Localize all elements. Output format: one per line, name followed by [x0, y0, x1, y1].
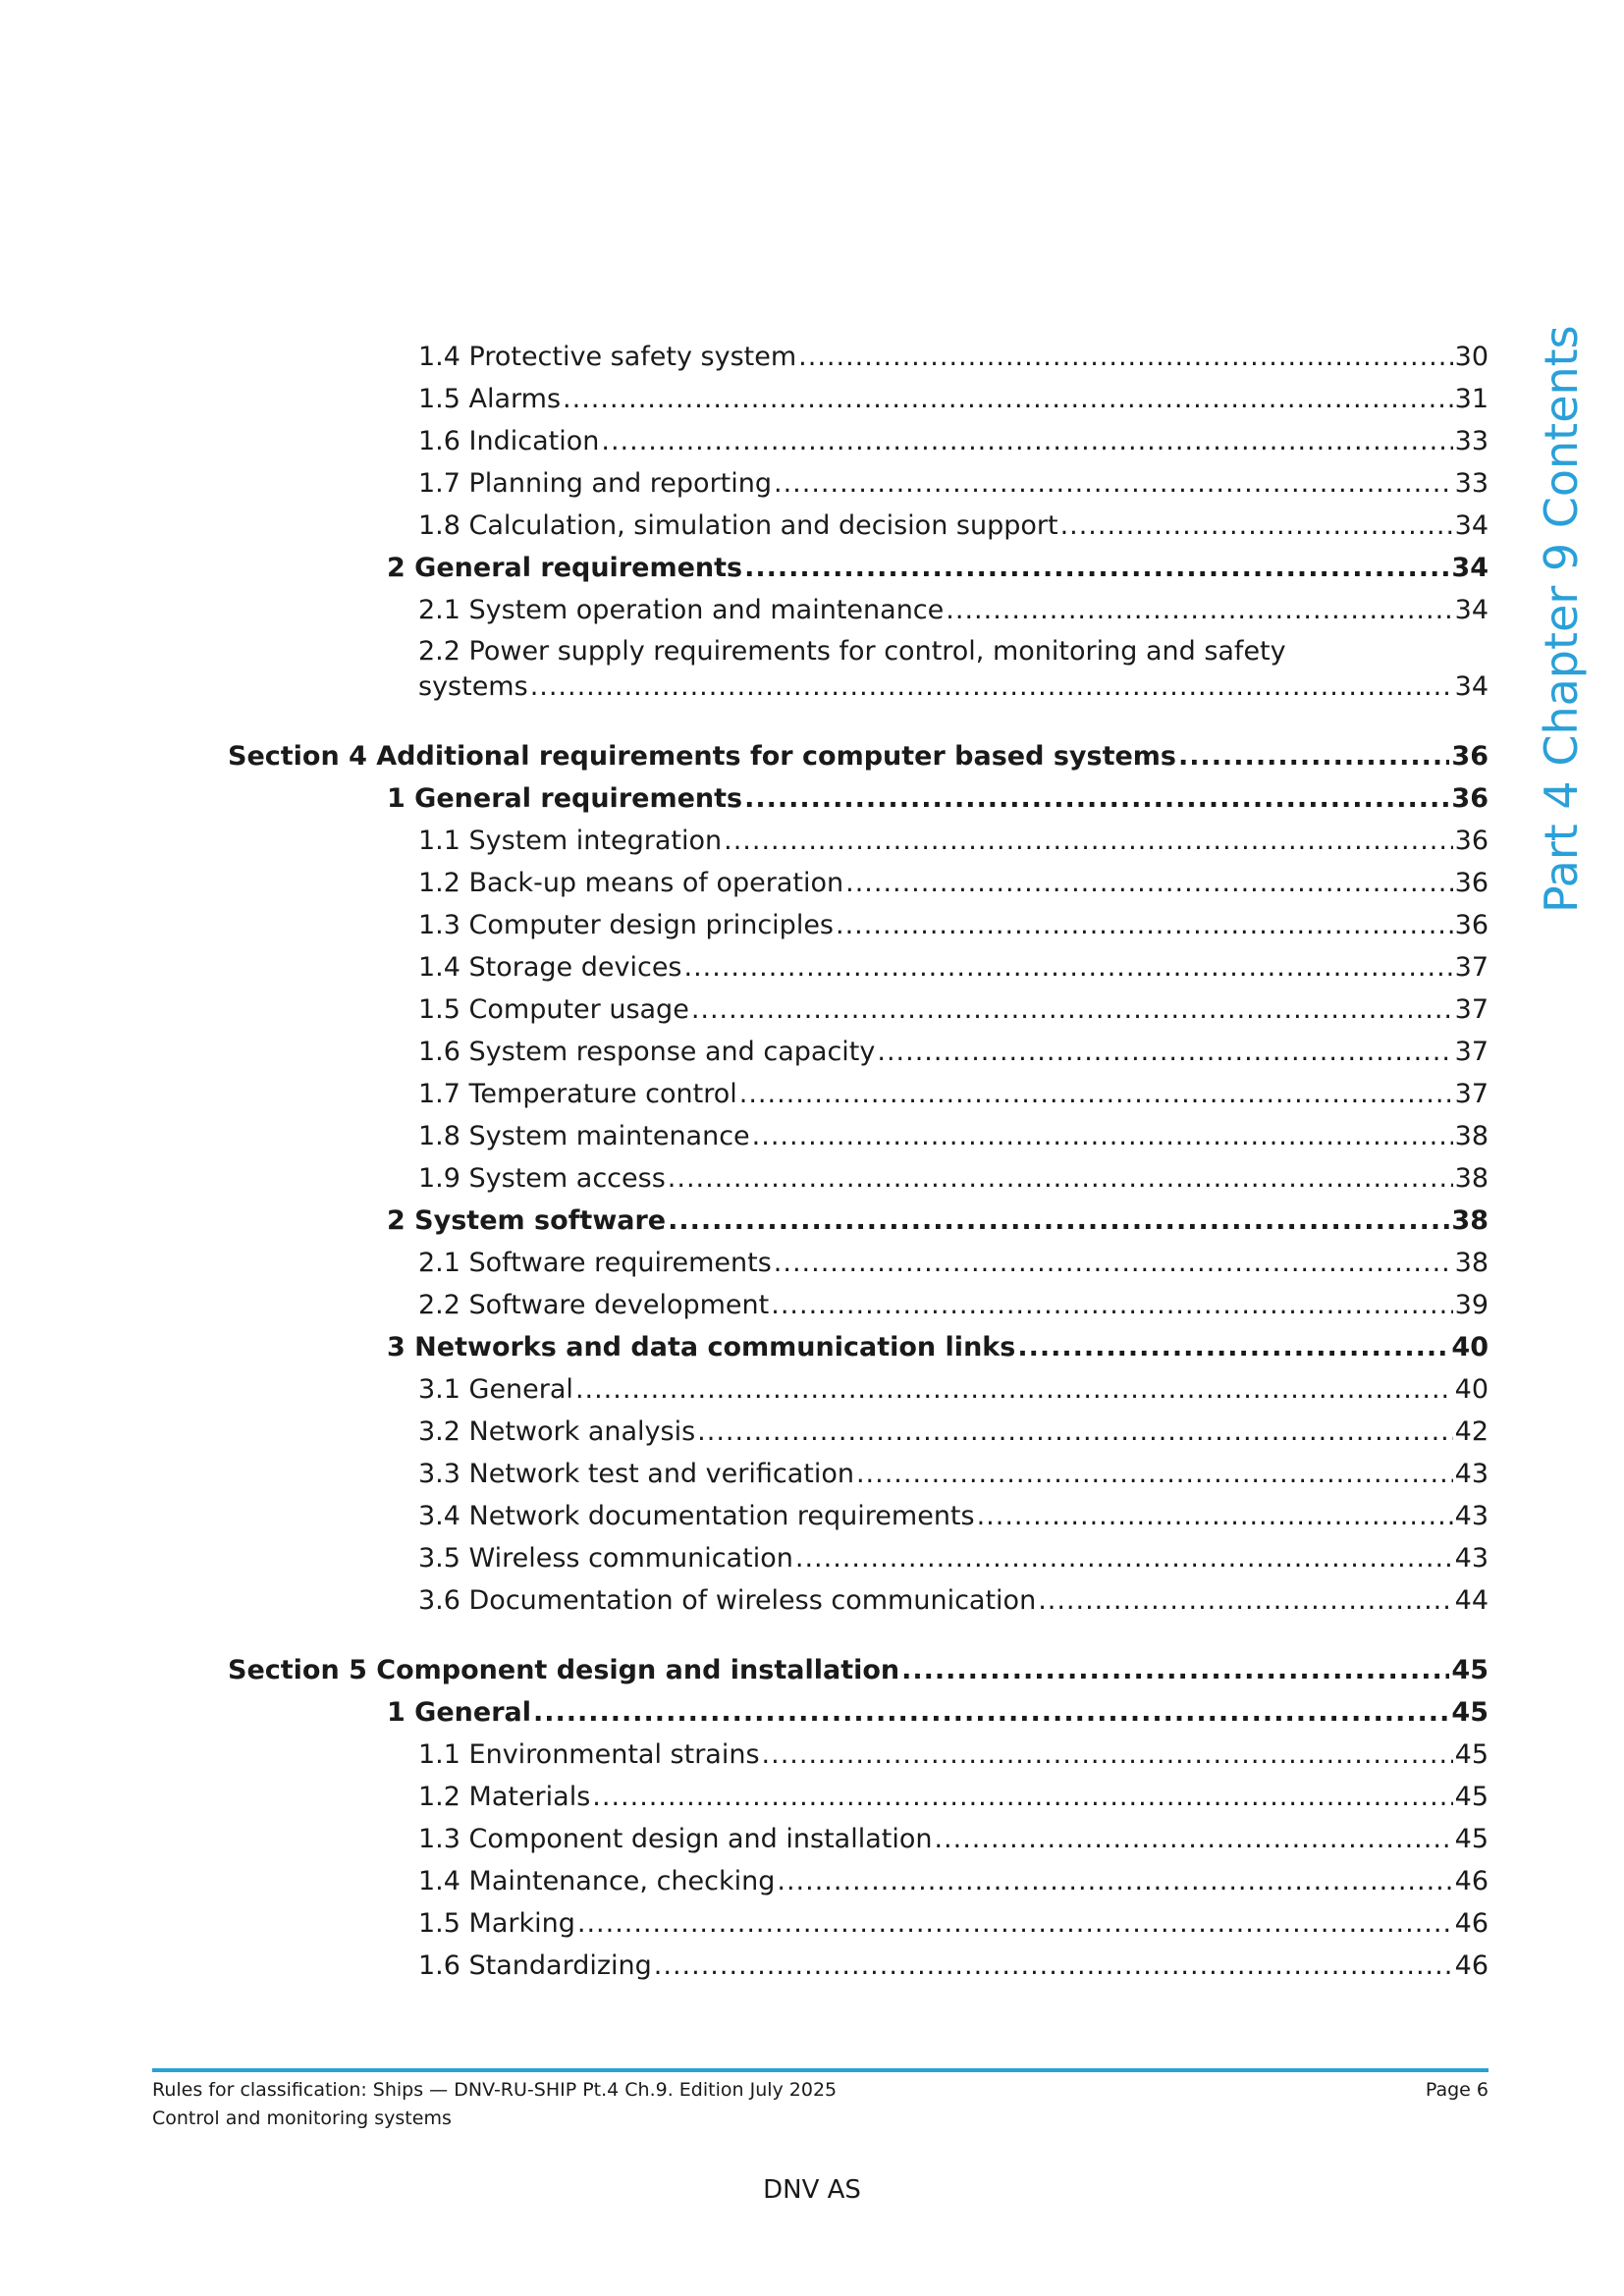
toc-entry-page: 45	[1454, 1824, 1489, 1854]
toc-entry-label: systems	[418, 671, 528, 702]
toc-entry-page: 43	[1454, 1543, 1489, 1574]
toc-entry[interactable]	[228, 333, 1489, 375]
toc-entry[interactable]	[228, 1070, 1489, 1112]
toc-entry-label: 1.5 Alarms	[418, 384, 562, 414]
toc-entry-label: 1.7 Temperature control	[418, 1079, 737, 1109]
table-of-contents	[228, 333, 1489, 1984]
toc-entry-label: 1.8 System maintenance	[418, 1121, 750, 1151]
toc-entry-label: 1.2 Back-up means of operation	[418, 868, 844, 898]
footer-page-number: Page 6	[1425, 2079, 1489, 2101]
toc-entry[interactable]	[228, 986, 1489, 1028]
toc-entry-label: Section 4 Additional requirements for computer based systems	[228, 741, 1177, 772]
toc-leader-dots	[774, 466, 1453, 502]
toc-chapter-entry[interactable]	[228, 774, 1489, 817]
toc-leader-dots	[845, 866, 1453, 901]
toc-leader-dots	[856, 1457, 1453, 1492]
toc-entry-page: 46	[1454, 1866, 1489, 1896]
toc-chapter-entry[interactable]	[228, 1197, 1489, 1239]
toc-entry-label: 1.8 Calculation, simulation and decision support	[418, 510, 1058, 541]
toc-entry[interactable]	[228, 375, 1489, 417]
toc-entry[interactable]	[228, 1112, 1489, 1154]
toc-entry-page: 42	[1454, 1416, 1489, 1447]
toc-entry-label: 1.4 Maintenance, checking	[418, 1866, 776, 1896]
toc-leader-dots	[739, 1077, 1453, 1112]
toc-leader-dots	[1178, 739, 1449, 774]
toc-entry-label: 1.5 Computer usage	[418, 994, 689, 1025]
toc-entry-label: Section 5 Component design and installation	[228, 1655, 900, 1685]
toc-entry[interactable]	[228, 1576, 1489, 1619]
toc-entry-page: 31	[1454, 384, 1489, 414]
footer-divider	[152, 2068, 1489, 2072]
toc-entry-label: 3.6 Documentation of wireless communication	[418, 1585, 1037, 1616]
toc-leader-dots	[530, 669, 1453, 705]
toc-entry-label: 1.1 System integration	[418, 826, 723, 856]
toc-entry-page: 45	[1451, 1697, 1489, 1728]
toc-entry[interactable]	[228, 1815, 1489, 1857]
toc-entry-page: 38	[1454, 1163, 1489, 1194]
toc-entry-label: 1.2 Materials	[418, 1782, 591, 1812]
toc-leader-dots	[563, 382, 1453, 417]
toc-entry-page: 37	[1454, 952, 1489, 983]
toc-entry-page: 45	[1454, 1782, 1489, 1812]
toc-leader-dots	[601, 424, 1452, 459]
toc-entry-page: 38	[1451, 1205, 1489, 1236]
toc-entry-label: 2.1 Software requirements	[418, 1248, 772, 1278]
toc-entry-page: 30	[1454, 342, 1489, 372]
toc-entry-label: 1 General	[387, 1697, 531, 1728]
toc-leader-dots	[901, 1653, 1449, 1688]
toc-leader-dots	[946, 593, 1452, 628]
toc-leader-dots	[697, 1415, 1452, 1450]
toc-entry[interactable]	[228, 417, 1489, 459]
toc-entry-page: 45	[1451, 1655, 1489, 1685]
toc-leader-dots	[836, 908, 1453, 943]
toc-entry[interactable]	[228, 1857, 1489, 1899]
toc-section-entry[interactable]	[228, 1646, 1489, 1688]
toc-leader-dots	[762, 1737, 1453, 1773]
toc-entry[interactable]	[228, 459, 1489, 502]
toc-leader-dots	[744, 551, 1449, 586]
toc-entry-label: 1.6 Indication	[418, 426, 600, 456]
footer-row-1	[152, 2077, 1489, 2103]
toc-entry-label: 3.3 Network test and verification	[418, 1459, 854, 1489]
toc-chapter-entry[interactable]	[228, 1688, 1489, 1731]
toc-entry[interactable]	[228, 669, 1489, 705]
toc-entry-page: 37	[1454, 1037, 1489, 1067]
toc-entry-page: 39	[1454, 1290, 1489, 1320]
toc-entry[interactable]	[228, 1239, 1489, 1281]
toc-entry-label: 1.1 Environmental strains	[418, 1739, 760, 1770]
footer-company-name: DNV AS	[763, 2175, 861, 2205]
footer-row-2	[152, 2106, 1489, 2131]
toc-leader-dots	[774, 1246, 1453, 1281]
toc-entry-page: 37	[1454, 1079, 1489, 1109]
toc-leader-dots	[577, 1906, 1453, 1942]
toc-entry[interactable]	[228, 943, 1489, 986]
toc-entry-label: 1.4 Storage devices	[418, 952, 682, 983]
toc-entry-label: 1.6 Standardizing	[418, 1950, 652, 1981]
toc-entry-page: 37	[1454, 994, 1489, 1025]
toc-entry-page: 34	[1451, 553, 1489, 583]
toc-entry-label: 3.4 Network documentation requirements	[418, 1501, 975, 1531]
toc-entry-page: 43	[1454, 1501, 1489, 1531]
toc-entry[interactable]	[228, 1773, 1489, 1815]
toc-entry-page: 33	[1454, 426, 1489, 456]
toc-entry-page: 34	[1454, 510, 1489, 541]
toc-entry-page: 40	[1451, 1332, 1489, 1362]
toc-entry[interactable]	[228, 859, 1489, 901]
toc-entry-label: 2 System software	[387, 1205, 667, 1236]
toc-entry-label: 3 Networks and data communication links	[387, 1332, 1016, 1362]
toc-leader-dots	[533, 1695, 1449, 1731]
toc-leader-dots	[795, 1541, 1453, 1576]
toc-entry[interactable]	[228, 1731, 1489, 1773]
toc-entry-page: 46	[1454, 1950, 1489, 1981]
toc-entry-label: 1.7 Planning and reporting	[418, 468, 773, 499]
toc-leader-dots	[684, 950, 1453, 986]
toc-leader-dots	[691, 992, 1453, 1028]
toc-entry[interactable]	[228, 1899, 1489, 1942]
toc-entry[interactable]	[228, 502, 1489, 544]
toc-entry[interactable]	[228, 1942, 1489, 1984]
toc-entry-label: 2 General requirements	[387, 553, 743, 583]
toc-entry[interactable]	[228, 1365, 1489, 1408]
toc-entry-label: 3.2 Network analysis	[418, 1416, 696, 1447]
toc-leader-dots	[668, 1161, 1453, 1197]
toc-entry[interactable]	[228, 586, 1489, 628]
toc-leader-dots	[771, 1288, 1452, 1323]
toc-section-entry[interactable]	[228, 732, 1489, 774]
toc-leader-dots	[1017, 1330, 1449, 1365]
toc-entry-page: 38	[1454, 1248, 1489, 1278]
toc-entry-page: 34	[1454, 595, 1489, 625]
toc-leader-dots	[798, 340, 1452, 375]
toc-entry-page: 36	[1454, 868, 1489, 898]
toc-entry[interactable]	[228, 1028, 1489, 1070]
toc-entry-page: 43	[1454, 1459, 1489, 1489]
toc-entry-label: 1.6 System response and capacity	[418, 1037, 876, 1067]
toc-entry-page: 46	[1454, 1908, 1489, 1939]
toc-entry-page: 33	[1454, 468, 1489, 499]
toc-leader-dots	[1038, 1583, 1452, 1619]
toc-entry-page: 40	[1454, 1374, 1489, 1405]
toc-entry-page: 34	[1454, 671, 1489, 702]
toc-chapter-entry[interactable]	[228, 544, 1489, 586]
toc-leader-dots	[1060, 508, 1453, 544]
toc-leader-dots	[724, 824, 1453, 859]
footer-document-title: Control and monitoring systems	[152, 2108, 452, 2129]
toc-entry-label: 1.4 Protective safety system	[418, 342, 797, 372]
toc-leader-dots	[752, 1119, 1453, 1154]
toc-entry[interactable]	[228, 1492, 1489, 1534]
toc-entry[interactable]	[228, 817, 1489, 859]
toc-entry-label: 1.3 Computer design principles	[418, 910, 834, 940]
toc-leader-dots	[654, 1949, 1453, 1984]
toc-entry[interactable]	[228, 1154, 1489, 1197]
toc-leader-dots	[668, 1203, 1449, 1239]
toc-leader-dots	[777, 1864, 1452, 1899]
toc-entry[interactable]	[228, 901, 1489, 943]
toc-leader-dots	[977, 1499, 1453, 1534]
toc-entry-page: 38	[1454, 1121, 1489, 1151]
toc-entry-label: 2.2 Software development	[418, 1290, 770, 1320]
toc-entry-label: 1.9 System access	[418, 1163, 666, 1194]
toc-leader-dots	[744, 781, 1449, 817]
toc-entry-page: 44	[1454, 1585, 1489, 1616]
toc-entry-label: 3.1 General	[418, 1374, 573, 1405]
toc-entry-label: 1.5 Marking	[418, 1908, 575, 1939]
toc-entry[interactable]	[228, 1534, 1489, 1576]
toc-chapter-entry[interactable]	[228, 1323, 1489, 1365]
toc-leader-dots	[592, 1780, 1452, 1815]
toc-leader-dots	[575, 1372, 1453, 1408]
toc-entry-page: 36	[1454, 910, 1489, 940]
toc-entry-wrapped-line[interactable]: 2.2 Power supply requirements for control, monitoring and safety	[418, 636, 1286, 667]
toc-entry-label: 1 General requirements	[387, 783, 743, 814]
side-chapter-title: Part 4 Chapter 9 Contents	[1535, 325, 1588, 913]
toc-entry-page: 36	[1451, 783, 1489, 814]
toc-entry[interactable]	[228, 1450, 1489, 1492]
toc-entry[interactable]	[228, 1281, 1489, 1323]
toc-entry[interactable]	[228, 1408, 1489, 1450]
toc-entry-label: 1.3 Component design and installation	[418, 1824, 933, 1854]
toc-entry-label: 3.5 Wireless communication	[418, 1543, 793, 1574]
toc-leader-dots	[934, 1822, 1452, 1857]
toc-leader-dots	[877, 1035, 1452, 1070]
footer-document-reference: Rules for classification: Ships — DNV-RU-SHIP Pt.4 Ch.9. Edition July 2025	[152, 2079, 838, 2101]
toc-entry-page: 36	[1451, 741, 1489, 772]
toc-entry-page: 45	[1454, 1739, 1489, 1770]
toc-entry-page: 36	[1454, 826, 1489, 856]
toc-entry-label: 2.1 System operation and maintenance	[418, 595, 945, 625]
